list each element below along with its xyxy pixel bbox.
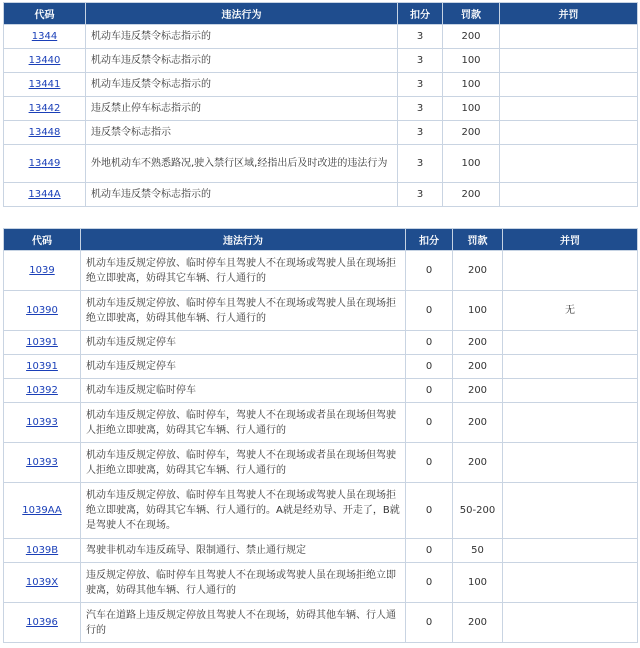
fine-cell: 200 — [443, 121, 500, 145]
violation-desc: 机动车违反禁令标志指示的 — [86, 183, 398, 207]
code-link[interactable]: 10391 — [26, 337, 58, 348]
points-cell: 0 — [406, 443, 453, 483]
header-fine: 罚款 — [453, 229, 503, 251]
table-row — [4, 251, 638, 291]
fine-cell: 200 — [443, 183, 500, 207]
violation-table-1 — [3, 2, 638, 207]
fine-cell: 100 — [443, 73, 500, 97]
table-row — [4, 291, 638, 331]
table-row — [4, 49, 638, 73]
extra-cell — [503, 355, 638, 379]
points-cell: 0 — [406, 563, 453, 603]
table-row — [4, 603, 638, 643]
fine-cell: 200 — [453, 251, 503, 291]
violation-desc: 违反禁止停车标志指示的 — [86, 97, 398, 121]
violation-desc: 违反禁令标志指示 — [86, 121, 398, 145]
extra-cell — [503, 403, 638, 443]
violation-desc: 机动车违反规定停放、临时停车且驾驶人不在现场或驾驶人虽在现场拒绝立即驶离，妨碍其他车辆、行人通行的 — [81, 291, 406, 331]
violation-desc: 机动车违反规定停车 — [81, 355, 406, 379]
extra-cell — [503, 539, 638, 563]
points-cell: 3 — [398, 73, 443, 97]
code-link[interactable]: 1039X — [25, 577, 59, 588]
points-cell: 0 — [406, 291, 453, 331]
header-extra: 并罚 — [500, 3, 638, 25]
code-link[interactable]: 10391 — [26, 361, 58, 372]
points-cell: 3 — [398, 49, 443, 73]
violation-desc: 机动车违反规定停放、临时停车且驾驶人不在现场或驾驶人虽在现场拒绝立即驶离，妨碍其它车辆、行人通行的。A就是经劝导、开走了，B就是驾驶人不在现场。 — [81, 483, 406, 539]
points-cell: 0 — [406, 251, 453, 291]
code-link[interactable]: 1039B — [25, 545, 59, 556]
extra-cell — [500, 145, 638, 183]
table-row — [4, 539, 638, 563]
code-link[interactable]: 1344A — [28, 189, 61, 200]
extra-cell — [500, 183, 638, 207]
code-link[interactable]: 1344 — [31, 31, 58, 42]
fine-cell: 100 — [453, 563, 503, 603]
violation-desc: 驾驶非机动车违反疏导、限制通行、禁止通行规定 — [81, 539, 406, 563]
points-cell: 0 — [406, 603, 453, 643]
fine-cell: 200 — [443, 25, 500, 49]
points-cell: 3 — [398, 25, 443, 49]
points-cell: 0 — [406, 483, 453, 539]
violation-desc: 机动车违反规定停放、临时停车且驾驶人不在现场或驾驶人虽在现场拒绝立即驶离，妨碍其它车辆、行人通行的 — [81, 251, 406, 291]
table-row — [4, 121, 638, 145]
table-row — [4, 331, 638, 355]
violation-desc: 违反规定停放、临时停车且驾驶人不在现场或驾驶人虽在现场拒绝立即驶离，妨碍其他车辆、行人通行的 — [81, 563, 406, 603]
extra-cell — [500, 121, 638, 145]
points-cell: 3 — [398, 121, 443, 145]
extra-cell — [503, 603, 638, 643]
header-code: 代码 — [4, 229, 81, 251]
extra-cell — [503, 483, 638, 539]
table-row — [4, 403, 638, 443]
extra-cell — [503, 443, 638, 483]
fine-cell: 100 — [453, 291, 503, 331]
header-violation: 违法行为 — [81, 229, 406, 251]
points-cell: 3 — [398, 97, 443, 121]
header-fine: 罚款 — [443, 3, 500, 25]
points-cell: 3 — [398, 183, 443, 207]
code-link[interactable]: 1039 — [29, 265, 55, 276]
violation-desc: 机动车违反禁令标志指示的 — [86, 25, 398, 49]
code-link[interactable]: 10393 — [26, 417, 58, 428]
violation-desc: 机动车违反规定停放、临时停车，驾驶人不在现场或者虽在现场但驾驶人拒绝立即驶离，妨碍其它车辆、行人通行的 — [81, 443, 406, 483]
table-header-row — [4, 3, 638, 25]
header-points: 扣分 — [406, 229, 453, 251]
extra-cell — [500, 49, 638, 73]
extra-cell — [503, 251, 638, 291]
points-cell: 0 — [406, 403, 453, 443]
header-extra: 并罚 — [503, 229, 638, 251]
extra-cell — [503, 563, 638, 603]
fine-cell: 100 — [443, 49, 500, 73]
table-row — [4, 25, 638, 49]
violation-desc: 汽车在道路上违反规定停放且驾驶人不在现场，妨碍其他车辆、行人通行的 — [81, 603, 406, 643]
code-link[interactable]: 13449 — [28, 158, 61, 169]
fine-cell: 200 — [453, 355, 503, 379]
violation-desc: 机动车违反禁令标志指示的 — [86, 73, 398, 97]
code-link[interactable]: 10392 — [26, 385, 58, 396]
header-violation: 违法行为 — [86, 3, 398, 25]
table-row — [4, 183, 638, 207]
violation-desc: 机动车违反规定临时停车 — [81, 379, 406, 403]
code-link[interactable]: 1039AA — [22, 505, 62, 516]
extra-cell — [500, 73, 638, 97]
code-link[interactable]: 10393 — [26, 457, 58, 468]
fine-cell: 100 — [443, 97, 500, 121]
extra-cell — [500, 97, 638, 121]
fine-cell: 200 — [453, 379, 503, 403]
fine-cell: 200 — [453, 443, 503, 483]
code-link[interactable]: 13441 — [28, 79, 61, 90]
table-row — [4, 443, 638, 483]
fine-cell: 200 — [453, 331, 503, 355]
violation-table-2 — [3, 228, 638, 643]
header-code: 代码 — [4, 3, 86, 25]
extra-cell: 无 — [503, 291, 638, 331]
table-row — [4, 563, 638, 603]
extra-cell — [503, 331, 638, 355]
header-points: 扣分 — [398, 3, 443, 25]
fine-cell: 100 — [443, 145, 500, 183]
points-cell: 3 — [398, 145, 443, 183]
points-cell: 0 — [406, 331, 453, 355]
fine-cell: 200 — [453, 403, 503, 443]
fine-cell: 50-200 — [453, 483, 503, 539]
code-link[interactable]: 13442 — [28, 103, 61, 114]
table-row — [4, 145, 638, 183]
table-row — [4, 483, 638, 539]
code-link[interactable]: 10396 — [26, 617, 58, 628]
violation-desc: 外地机动车不熟悉路况,驶入禁行区域,经指出后及时改进的违法行为 — [86, 145, 398, 183]
violation-desc: 机动车违反规定停车 — [81, 331, 406, 355]
violation-desc: 机动车违反禁令标志指示的 — [86, 49, 398, 73]
code-link[interactable]: 13440 — [28, 55, 61, 66]
violation-desc: 机动车违反规定停放、临时停车，驾驶人不在现场或者虽在现场但驾驶人拒绝立即驶离，妨碍其它车辆、行人通行的 — [81, 403, 406, 443]
fine-cell: 50 — [453, 539, 503, 563]
points-cell: 0 — [406, 355, 453, 379]
code-link[interactable]: 10390 — [26, 305, 58, 316]
extra-cell — [500, 25, 638, 49]
table-row — [4, 355, 638, 379]
table-row — [4, 379, 638, 403]
points-cell: 0 — [406, 379, 453, 403]
extra-cell — [503, 379, 638, 403]
code-link[interactable]: 13448 — [28, 127, 61, 138]
table-row — [4, 97, 638, 121]
fine-cell: 200 — [453, 603, 503, 643]
table-row — [4, 73, 638, 97]
points-cell: 0 — [406, 539, 453, 563]
table-header-row — [4, 229, 638, 251]
